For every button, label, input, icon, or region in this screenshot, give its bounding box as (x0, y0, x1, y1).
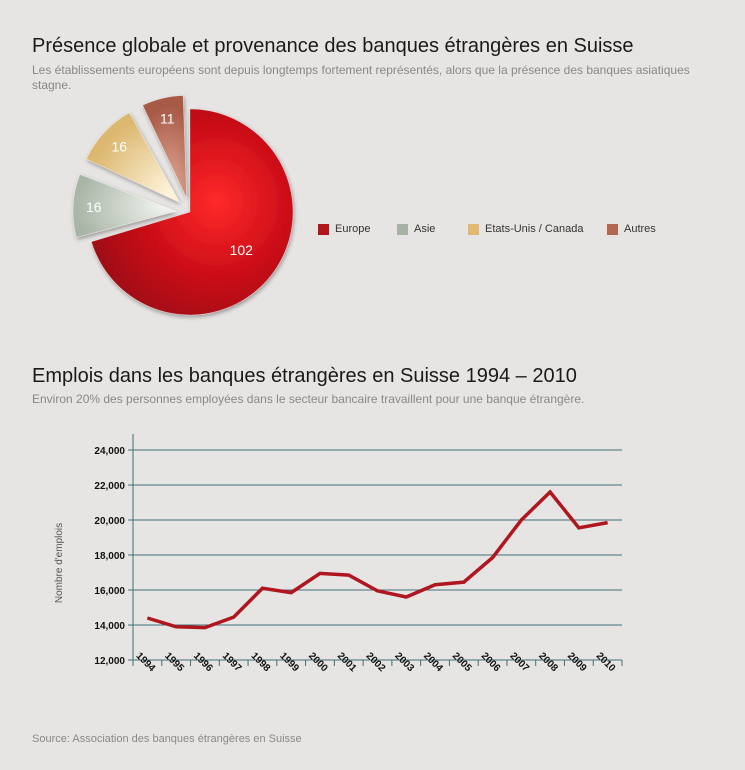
x-tick-label-1994: 1994 (133, 650, 158, 675)
legend-swatch-asie (397, 224, 408, 235)
y-tick-label-18000: 18,000 (94, 551, 125, 562)
line-chart-subtitle: Environ 20% des personnes employées dans le secteur bancaire travaillent pour une banque étrangère. (32, 392, 585, 406)
pie-chart (0, 90, 330, 340)
y-tick-label-16000: 16,000 (94, 586, 125, 597)
pie-legend (318, 223, 656, 235)
y-tick-label-14000: 14,000 (94, 621, 125, 632)
x-tick-label-2004: 2004 (421, 650, 445, 675)
x-tick-label-1998: 1998 (248, 650, 273, 675)
x-tick-label-2007: 2007 (507, 650, 531, 675)
x-tick-label-2010: 2010 (593, 650, 618, 675)
x-tick-label-1997: 1997 (219, 650, 244, 675)
legend-swatch-europe (318, 224, 329, 235)
legend-item-europe (318, 223, 397, 235)
legend-label-europe: Europe (335, 223, 371, 235)
pie-value-label-etats-unis-canada: 16 (111, 138, 128, 155)
y-tick-label-22000: 22,000 (94, 481, 125, 492)
x-tick-label-2001: 2001 (334, 650, 359, 675)
x-tick-label-1999: 1999 (277, 650, 301, 675)
pie-value-label-asie: 16 (85, 198, 102, 215)
legend-label-autres: Autres (624, 223, 656, 235)
y-tick-label-20000: 20,000 (94, 516, 125, 527)
y-tick-label-12000: 12,000 (94, 656, 125, 667)
pie-chart-subtitle: Les établissements européens sont depuis longtemps fortement représentés, alors que la présence des banques asiatiques stagne. (32, 63, 690, 92)
legend-item-asie (397, 223, 468, 235)
pie-value-label-autres: 11 (159, 110, 175, 127)
x-tick-label-2009: 2009 (564, 650, 589, 675)
series-line-emplois (147, 492, 607, 628)
x-tick-label-1995: 1995 (162, 650, 186, 675)
legend-label-us-canada: Etats-Unis / Canada (485, 223, 584, 235)
pie-chart-title: Présence globale et provenance des banques étrangères en Suisse (32, 35, 634, 57)
y-axis-label: Nombre d'emplois (54, 522, 65, 604)
legend-item-autres (607, 223, 656, 235)
x-tick-label-1996: 1996 (191, 650, 215, 675)
legend-label-asie: Asie (414, 223, 436, 235)
x-tick-label-2005: 2005 (449, 650, 474, 675)
legend-swatch-us-canada (468, 224, 479, 235)
x-tick-label-2000: 2000 (306, 650, 330, 675)
x-tick-label-2008: 2008 (536, 650, 560, 675)
legend-item-us-canada (468, 223, 607, 235)
line-chart (0, 420, 745, 710)
y-tick-label-24000: 24,000 (94, 446, 125, 457)
line-chart-title: Emplois dans les banques étrangères en Suisse 1994 – 2010 (32, 365, 577, 387)
pie-value-label-europe: 102 (229, 242, 253, 259)
x-tick-label-2002: 2002 (363, 650, 388, 675)
x-tick-label-2006: 2006 (478, 650, 503, 675)
x-tick-label-2003: 2003 (392, 650, 416, 675)
source-note: Source: Association des banques étrangères en Suisse (32, 733, 302, 745)
legend-swatch-autres (607, 224, 618, 235)
